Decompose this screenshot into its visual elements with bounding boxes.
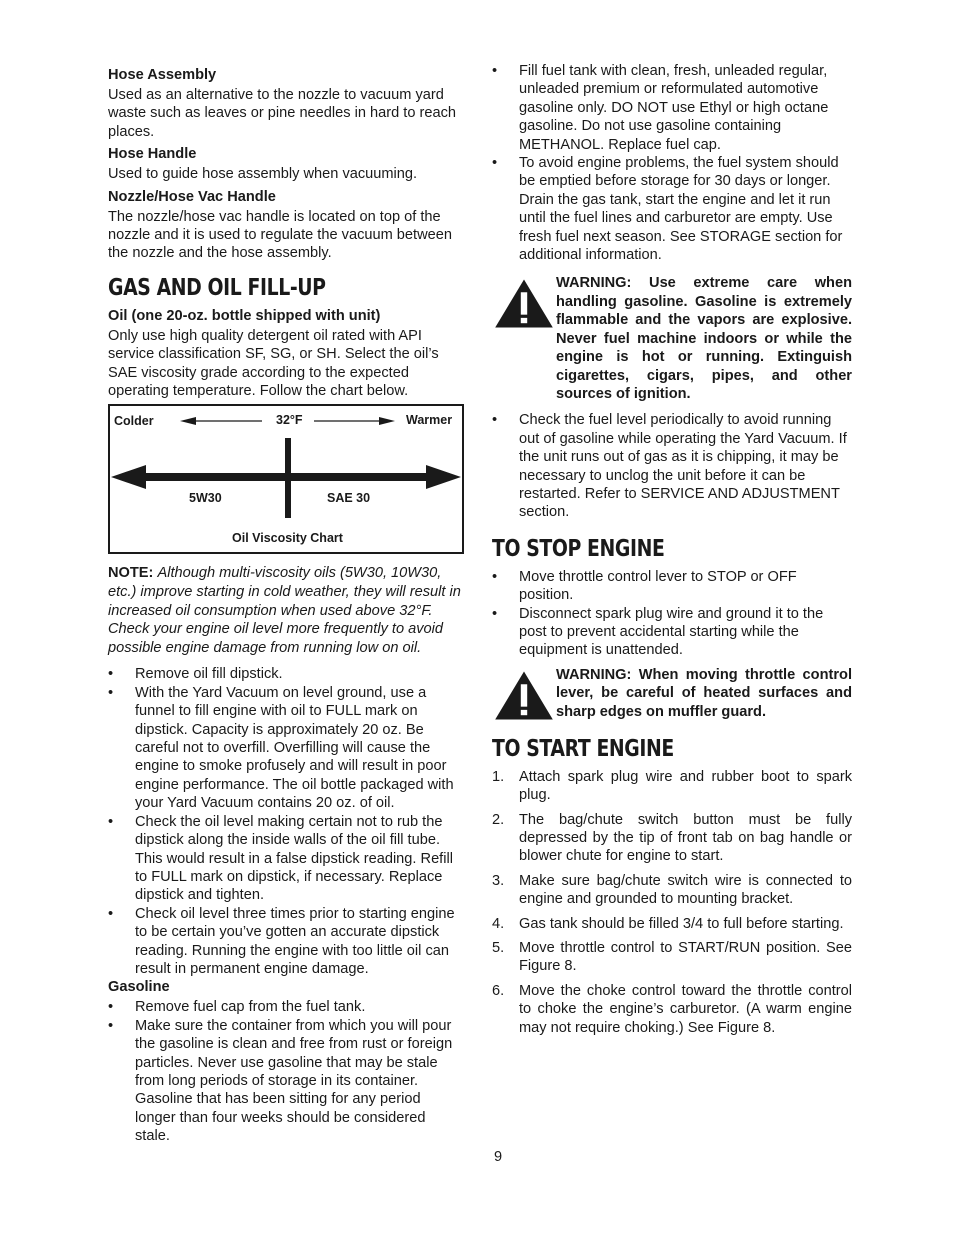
warning-icon [492, 274, 556, 334]
page-number: 9 [494, 1149, 503, 1165]
gasoline-heading: Gasoline [108, 979, 170, 996]
oil-text: Only use high quality detergent oil rated with API service classification SF, SG, or SH. Select the oil’s SAE viscosity grade according to the expected operating temperature. Follow the chart below. [108, 327, 439, 400]
list-item: • Remove fuel cap from the fuel tank. [108, 999, 366, 1016]
note-label: NOTE: [108, 565, 154, 582]
colder-arrowhead [180, 417, 196, 425]
nozzle-handle-text: The nozzle/hose vac handle is located on top of the nozzle and it is used to regulate the vacuum between the nozzle and the hose assembly. [108, 208, 452, 262]
chart-5w30-label: 5W30 [189, 491, 222, 506]
oil-heading: Oil (one 20-oz. bottle shipped with unit) [108, 307, 381, 324]
list-item: 6. Move the choke control toward the throttle control to choke the engine’s carburetor. (A warm engine may not require choking.) See Figure 8. [492, 982, 852, 1036]
warning-text: WARNING: When moving throttle control lever, be careful of heated surfaces and sharp edges on muffler guard. [556, 666, 852, 720]
list-item: 3. Make sure bag/chute switch wire is connected to engine and grounded to mounting bracket. [492, 872, 852, 908]
hose-handle-text: Used to guide hose assembly when vacuuming. [108, 166, 418, 183]
warning-icon [492, 666, 556, 726]
list-item: • To avoid engine problems, the fuel system should be emptied before storage for 30 days or longer. Drain the gas tank, start the engine and let it run until the fuel lines and carburetor are empty. Use fresh fuel next season. See STORAGE section for additional information. [492, 155, 843, 264]
list-item: 4. Gas tank should be filled 3/4 to full before starting. [492, 915, 844, 932]
list-item: 2. The bag/chute switch button must be fully depressed by the tip of front tab on bag handle or blower chute for engine to start. [492, 811, 852, 865]
gas-oil-title: GAS AND OIL FILL-UP [108, 274, 326, 301]
fuel-bullet-list [492, 62, 852, 264]
list-item: • Make sure the container from which you will pour the gasoline is clean and free from rust or foreign particles. Never use gasoline that may be stale from long periods of storage in its container. Gasoline that has been sitting for any period longer than four weeks should be considered stale. [108, 1017, 453, 1145]
bar-right-arrowhead [426, 465, 461, 489]
chart-warmer-label: Warmer [406, 413, 453, 428]
oil-viscosity-chart [108, 404, 464, 554]
oil-bullet-list [108, 665, 464, 978]
hose-handle-heading: Hose Handle [108, 146, 197, 163]
list-item: • Check the fuel level periodically to avoid running out of gasoline while operating the Yard Vacuum. If the unit runs out of gas as it is chipping, it may be necessary to unclog the unit before it can be restarted. Refer to SERVICE AND ADJUSTMENT section. [492, 412, 847, 521]
list-item: • Check the oil level making certain not to rub the dipstick along the inside walls of the oil fill tube. This would result in a false dipstick reading. Refill to FULL mark on dipstick, if necessary. Replace dipstick and tighten. [108, 813, 453, 904]
chart-caption: Oil Viscosity Chart [232, 531, 343, 546]
left-column [108, 62, 464, 1146]
start-engine-steps [492, 768, 852, 1037]
nozzle-handle-heading: Nozzle/Hose Vac Handle [108, 188, 276, 205]
warning-text: WARNING: Use extreme care when handling gasoline. Gasoline is extremely flammable and the vapors are explosive. Never fuel machine indoors or while the engine is hot or running. Extinguish cigarettes, cigars, pipes, and other sources of ignition. [556, 275, 852, 402]
list-item: • Move throttle control lever to STOP or OFF position. [492, 568, 797, 604]
hose-assembly-text: Used as an alternative to the nozzle to vacuum yard waste such as leaves or pine needles in hard to reach places. [108, 87, 457, 140]
stop-engine-title: TO STOP ENGINE [492, 535, 665, 562]
stop-engine-list [492, 568, 852, 660]
temperature-divider [285, 438, 291, 518]
chart-sae30-label: SAE 30 [327, 491, 371, 506]
list-item: • Remove oil fill dipstick. [108, 666, 283, 683]
list-item: • Disconnect spark plug wire and ground it to the post to prevent accidental starting while the equipment is unattended. [492, 605, 824, 659]
list-item: 1. Attach spark plug wire and rubber boot to spark plug. [492, 768, 852, 804]
warmer-arrowhead [379, 417, 395, 425]
throttle-warning [492, 666, 852, 726]
bar-left-arrowhead [111, 465, 146, 489]
oil-note [108, 564, 464, 657]
note-text: Although multi-viscosity oils (5W30, 10W30, etc.) improve starting in cold weather, they will result in increased oil consumption when used above 32°F. Check your engine oil level more frequently to avoid possible engine damage from running low on oil. [108, 565, 461, 656]
list-item: • With the Yard Vacuum on level ground, use a funnel to fill engine with oil to FULL mark on dipstick. Capacity is approximately 20 oz. Be careful not to overfill. Overfilling will cause the engine to smoke profusely and will result in poor engine performance. The oil bottle packaged with your Yard Vacuum contains 20 oz. of oil. [108, 684, 454, 812]
list-item: • Fill fuel tank with clean, fresh, unleaded regular, unleaded premium or reformulated automotive gasoline only. DO NOT use Ethyl or high octane gasoline. Do not use gasoline containing METHANOL. Replace fuel cap. [492, 63, 829, 153]
right-column [492, 62, 852, 1043]
chart-colder-label: Colder [114, 414, 154, 429]
fuel-check-bullet-list [492, 411, 852, 521]
gasoline-warning [492, 274, 852, 403]
hose-assembly-heading: Hose Assembly [108, 67, 217, 83]
gasoline-bullet-list [108, 998, 464, 1145]
list-item: • Check oil level three times prior to starting engine to be certain you’ve gotten an accurate dipstick reading. Running the engine with too little oil can result in permanent engine damage. [108, 905, 455, 977]
start-engine-title: TO START ENGINE [492, 735, 674, 762]
chart-temp-label: 32°F [276, 413, 303, 428]
list-item: 5. Move throttle control to START/RUN position. See Figure 8. [492, 940, 852, 975]
